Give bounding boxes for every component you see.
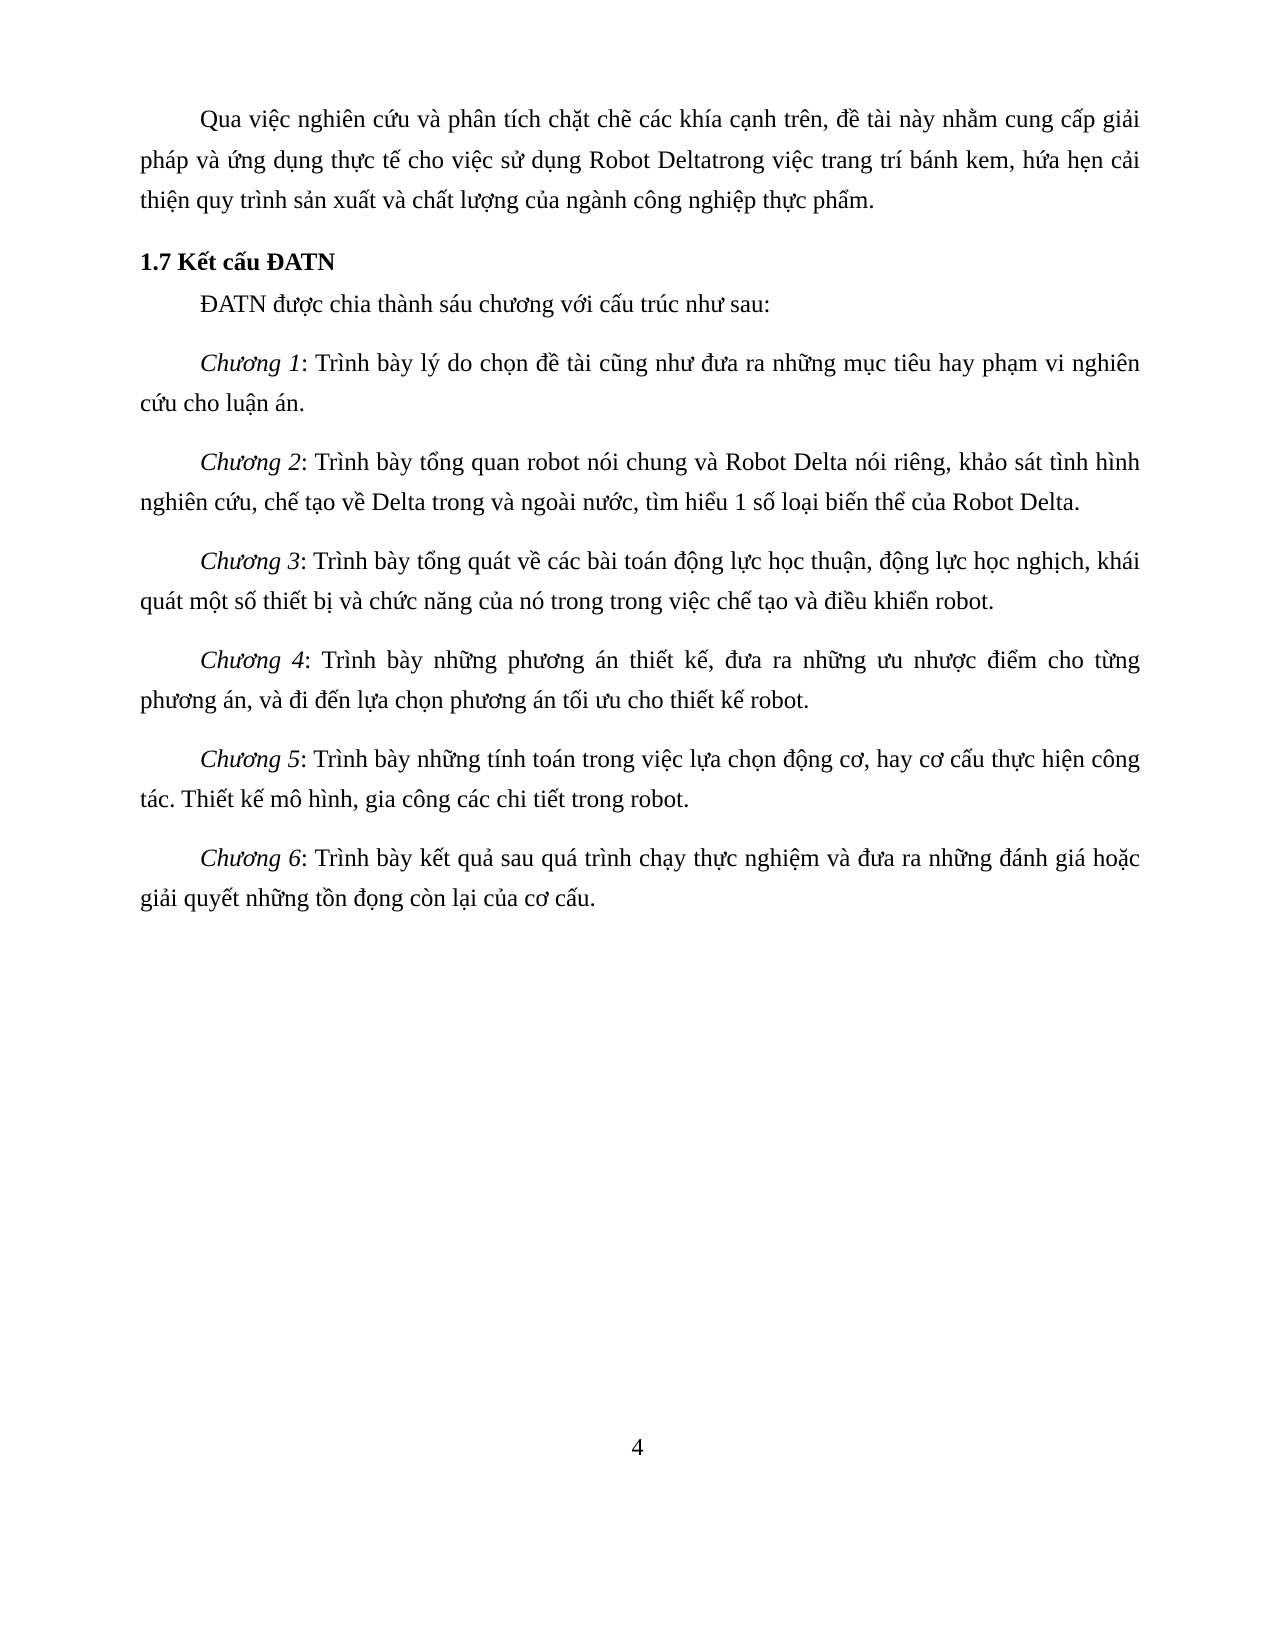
- chapter-separator-3: :: [300, 547, 314, 575]
- page-number: 4: [631, 1435, 644, 1461]
- chapter-separator-6: :: [300, 844, 315, 872]
- chapter-paragraph-1: [140, 344, 1140, 425]
- chapter-separator-4: :: [304, 646, 322, 674]
- chapter-label-5: Chương 5: [200, 745, 301, 773]
- section-heading-1-7: 1.7 Kết cấu ĐATN: [140, 248, 336, 276]
- section-lead-paragraph: ĐATN được chia thành sáu chương với cấu trúc như sau:: [200, 291, 771, 318]
- chapter-label-3: Chương 3: [200, 547, 301, 575]
- chapter-separator-5: :: [300, 745, 314, 773]
- chapter-label-4: Chương 4: [200, 646, 305, 674]
- chapter-text-5: Trình bày những tính toán trong việc lựa chọn động cơ, hay cơ cấu thực hiện công tác. Thiết kế mô hình, gia công các chi tiết trong robot.: [140, 745, 1140, 813]
- chapter-text-3: Trình bày tổng quát về các bài toán động lực học thuận, động lực học nghịch, khái quát một số thiết bị và chức năng của nó trong trong việc chế tạo và điều khiển robot.: [140, 547, 1141, 615]
- intro-paragraph: Qua việc nghiên cứu và phân tích chặt chẽ các khía cạnh trên, đề tài này nhằm cung cấp giải pháp và ứng dụng thực tế cho việc sử dụng Robot Deltatrong việc trang trí bánh kem, hứa hẹn cải thiện quy trình sản xuất và chất lượng của ngành công nghiệp thực phẩm.: [140, 106, 1140, 214]
- chapter-text-4: Trình bày những phương án thiết kế, đưa ra những ưu nhược điểm cho từng phương án, và đi đến lựa chọn phương án tối ưu cho thiết kế robot.: [140, 646, 1140, 714]
- chapter-text-6: Trình bày kết quả sau quá trình chạy thực nghiệm và đưa ra những đánh giá hoặc giải quyết những tồn đọng còn lại của cơ cấu.: [140, 844, 1141, 912]
- chapter-label-6: Chương 6: [200, 844, 301, 872]
- chapter-text-2: Trình bày tổng quan robot nói chung và Robot Delta nói riêng, khảo sát tình hình nghiên cứu, chế tạo về Delta trong và ngoài nước, tìm hiểu 1 số loại biến thể của Robot Delta.: [140, 448, 1140, 516]
- chapter-label-1: Chương 1: [200, 349, 302, 377]
- chapter-text-1: Trình bày lý do chọn đề tài cũng như đưa ra những mục tiêu hay phạm vi nghiên cứu cho luận án.: [140, 349, 1140, 417]
- chapter-separator-2: :: [300, 448, 315, 476]
- chapter-paragraph-2: [140, 443, 1140, 524]
- page-content: [140, 100, 1140, 922]
- chapter-paragraph-5: [140, 740, 1140, 821]
- chapter-separator-1: :: [301, 349, 315, 377]
- chapter-paragraph-3: [140, 542, 1140, 623]
- chapter-paragraph-6: [140, 839, 1140, 920]
- chapter-label-2: Chương 2: [200, 448, 301, 476]
- chapter-paragraph-4: [140, 641, 1140, 722]
